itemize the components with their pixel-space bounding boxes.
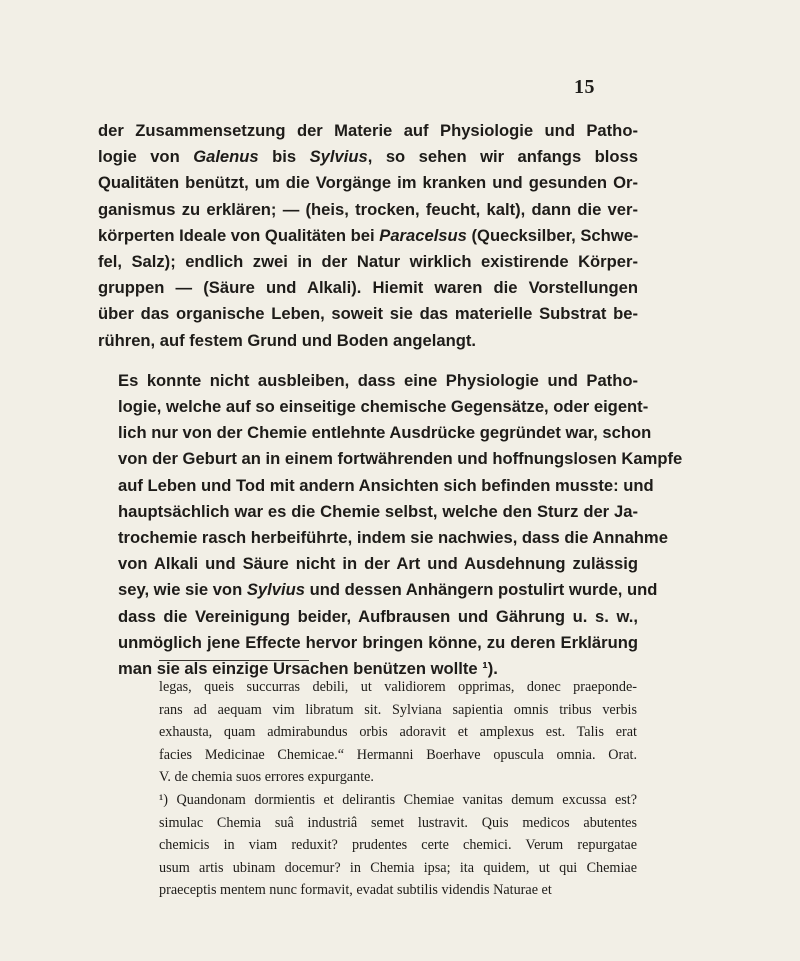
page-number: 15 (574, 76, 595, 98)
text-segment: (Quecksilber, Schwe- (466, 225, 639, 245)
text-segment: , so sehen wir anfangs bloss (367, 147, 638, 167)
text-line: Es konnte nicht ausbleiben, dass eine Physiologie und Patho- (118, 370, 638, 390)
footnotes (159, 676, 637, 902)
footnote-line: legas, queis succurras debili, ut validiorem opprimas, donec praeponde- (159, 679, 637, 695)
text-line: ganismus zu erklären; — (heis, trocken, feucht, kalt), dann die ver- (98, 199, 638, 219)
text-segment: bis (258, 147, 310, 167)
text-line: dass die Vereinigung beider, Aufbrausen und Gährung u. s. w., (118, 606, 638, 626)
text-line: von Alkali und Säure nicht in der Art und Ausdehnung zulässig (118, 554, 638, 574)
text-line (98, 577, 658, 603)
text-line: unmöglich jene Effecte hervor bringen könne, zu deren Erklärung (118, 632, 638, 652)
body-text (98, 118, 683, 682)
text-segment: körperten Ideale von Qualitäten bei (98, 225, 380, 245)
footnote-line: exhausta, quam admirabundus orbis adoravit et amplexus est. Talis erat (159, 724, 637, 741)
footnote-line: simulac Chemia suâ industriâ semet lustravit. Quis medicos abutentes (159, 814, 637, 831)
text-line: fel, Salz); endlich zwei in der Natur wirklich existirende Körper- (98, 252, 638, 272)
italic-name: Sylvius (246, 580, 305, 600)
footnote-divider (159, 660, 309, 661)
text-segment: sey, wie sie von (118, 580, 247, 600)
text-line: Qualitäten benützt, um die Vorgänge im kranken und gesunden Or- (98, 173, 638, 193)
paragraph-2 (98, 368, 683, 682)
footnote-continuation (159, 676, 637, 789)
text-line: logie, welche auf so einseitige chemische Gegensätze, oder eigent- (118, 397, 649, 417)
footnote-line: praeceptis mentem nunc formavit, evadat subtilis videndis Naturae et (159, 882, 552, 899)
footnote-line: facies Medicinae Chemicae.“ Hermanni Boerhave opuscula omnia. Orat. (159, 746, 637, 763)
text-line: der Zusammensetzung der Materie auf Physiologie und Patho- (98, 121, 638, 140)
text-line: auf Leben und Tod mit andern Ansichten sich befinden musste: und (118, 475, 654, 495)
italic-name: Sylvius (309, 147, 368, 167)
text-line (98, 223, 638, 249)
text-line: gruppen — (Säure und Alkali). Hiemit waren die Vorstellungen (98, 278, 638, 298)
text-segment: logie von (98, 147, 194, 167)
footnote-line: chemicis in viam reduxit? prudentes certe chemici. Verum repurgatae (159, 837, 637, 854)
text-line: von der Geburt an in einem fortwährenden und hoffnungslosen Kampfe (118, 449, 683, 469)
text-line: lich nur von der Chemie entlehnte Ausdrücke gegründet war, schon (118, 423, 652, 443)
text-line: rühren, auf festem Grund und Boden angelangt. (98, 330, 476, 350)
text-line: man sie als einzige Ursachen benützen wollte ¹). (118, 659, 498, 679)
footnote-line: rans ad aequam vim libratum sit. Sylviana sapientia omnis tribus verbis (159, 701, 637, 718)
text-line: hauptsächlich war es die Chemie selbst, welche den Sturz der Ja- (118, 501, 638, 521)
footnote-line: ¹) Quandonam dormientis et delirantis Chemiae vanitas demum excussa est? (159, 791, 637, 808)
text-segment: und dessen Anhängern postulirt wurde, und (304, 580, 658, 600)
footnote-line: usum artis ubinam docemur? in Chemia ipsa; ita quidem, ut qui Chemiae (159, 859, 637, 876)
footnote-1 (159, 789, 637, 902)
text-line (98, 144, 638, 170)
footnote-line: V. de chemia suos errores expurgante. (159, 769, 374, 786)
text-line: trochemie rasch herbeiführte, indem sie nachwies, dass die Annahme (118, 528, 668, 548)
paragraph-1 (98, 118, 638, 354)
text-line: über das organische Leben, soweit sie das materielle Substrat be- (98, 304, 638, 324)
italic-name: Galenus (193, 147, 259, 167)
italic-name: Paracelsus (379, 225, 467, 245)
